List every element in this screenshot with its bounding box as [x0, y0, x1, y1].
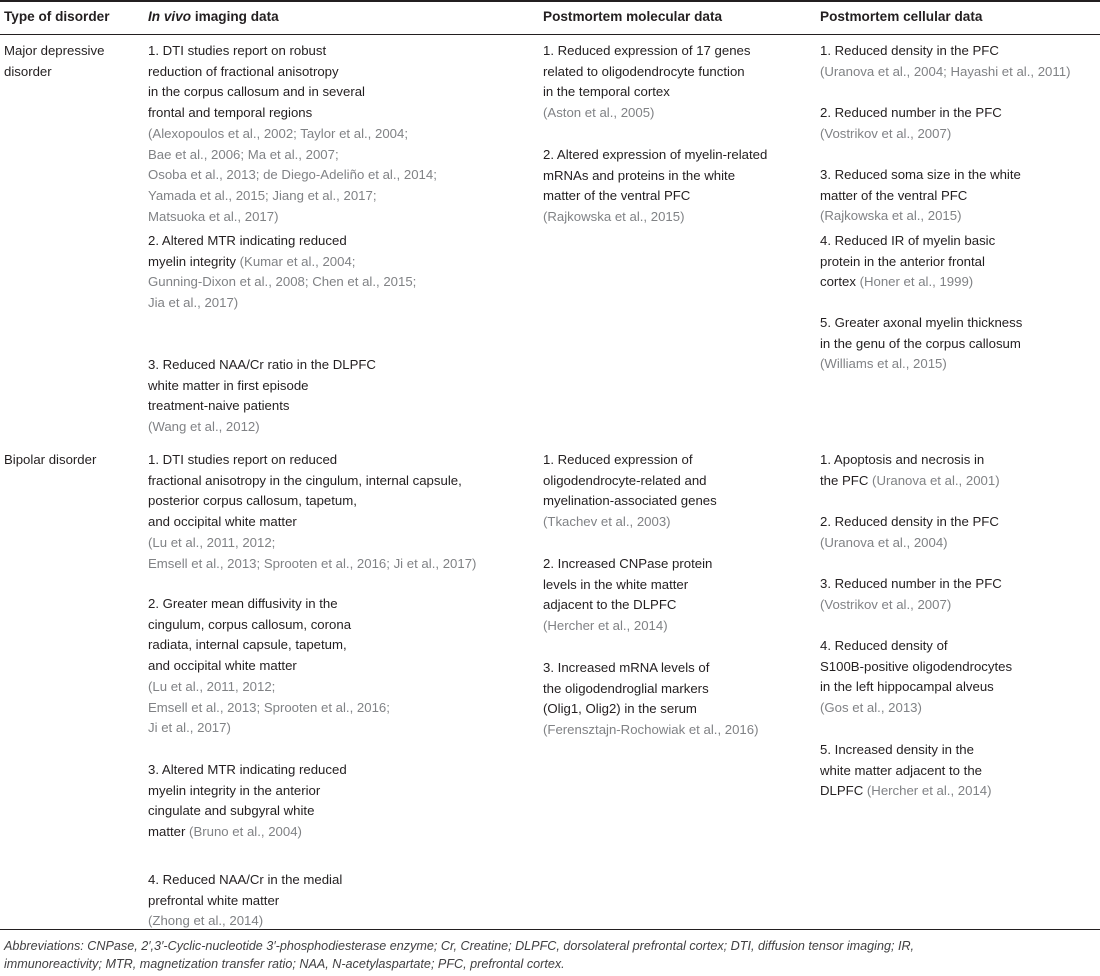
citation-text: (Ferensztajn-Rochowiak et al., 2016)	[543, 722, 759, 738]
cellular-finding	[820, 231, 995, 293]
finding-text: myelin integrity	[148, 253, 240, 269]
finding-text: the PFC	[820, 472, 873, 488]
finding-text: radiata, internal capsule, tapetum,	[148, 637, 347, 653]
finding-line	[543, 658, 759, 679]
finding-text: posterior corpus callosum, tapetum,	[148, 493, 357, 509]
cellular-finding	[820, 41, 1070, 82]
finding-line	[148, 870, 342, 891]
finding-line	[820, 206, 1021, 227]
in-vivo-finding	[148, 594, 390, 739]
citation-text: Osoba et al., 2013; de Diego-Adeliño et al., 2014;	[148, 167, 437, 183]
molecular-finding	[543, 450, 717, 533]
citation-text: (Rajkowska et al., 2015)	[543, 209, 685, 225]
finding-line	[148, 41, 437, 62]
citation-text: Jia et al., 2017)	[148, 295, 239, 311]
finding-line	[148, 656, 390, 677]
finding-text: (Olig1, Olig2) in the serum	[543, 701, 697, 717]
finding-text: cingulum, corpus callosum, corona	[148, 616, 352, 632]
finding-line	[543, 699, 759, 720]
finding-text: cingulate and subgyral white	[148, 803, 315, 819]
citation-text: (Hercher et al., 2014)	[543, 618, 668, 634]
citation-text: (Lu et al., 2011, 2012;	[148, 534, 276, 550]
finding-line	[820, 313, 1022, 334]
finding-text: 1. Reduced expression of 17 genes	[543, 43, 751, 58]
finding-text: myelin integrity in the anterior	[148, 782, 321, 798]
citation-text: (Gos et al., 2013)	[820, 700, 922, 716]
finding-text: white matter adjacent to the	[820, 762, 983, 778]
finding-line	[820, 354, 1022, 375]
finding-text: 1. Apoptosis and necrosis in	[820, 452, 985, 467]
finding-text: 2. Increased CNPase protein	[543, 556, 713, 571]
disorder-name-line: Bipolar disorder	[4, 452, 97, 467]
finding-line	[148, 718, 390, 739]
finding-text: fractional anisotropy in the cingulum, internal capsule,	[148, 472, 462, 488]
header-postmortem-molecular: Postmortem molecular data	[543, 9, 723, 24]
finding-text: cortex	[820, 274, 860, 290]
finding-text: 2. Reduced density in the PFC	[820, 514, 999, 529]
finding-line	[820, 512, 999, 533]
cellular-finding	[820, 165, 1021, 227]
citation-text: (Uranova et al., 2001)	[872, 472, 1000, 488]
finding-line	[820, 186, 1021, 207]
finding-line	[148, 760, 347, 781]
finding-line	[820, 450, 1000, 471]
finding-line	[820, 165, 1021, 186]
finding-line	[820, 595, 1002, 616]
finding-text: 3. Reduced number in the PFC	[820, 576, 1002, 591]
finding-text: S100B-positive oligodendrocytes	[820, 658, 1013, 674]
finding-line	[148, 615, 390, 636]
finding-text: matter of the ventral PFC	[820, 187, 968, 203]
header-type-of-disorder: Type of disorder	[4, 9, 110, 24]
finding-line	[820, 272, 995, 293]
finding-line	[543, 103, 750, 124]
finding-text: and occipital white matter	[148, 658, 297, 674]
finding-line	[543, 186, 767, 207]
finding-line	[820, 698, 1012, 719]
finding-line	[820, 740, 992, 761]
header-in-vivo-italic: In vivo	[148, 9, 192, 24]
citation-text: (Hercher et al., 2014)	[866, 783, 992, 799]
finding-line	[148, 231, 416, 252]
finding-line	[148, 801, 347, 822]
finding-text: 2. Altered MTR indicating reduced	[148, 233, 347, 248]
finding-text: 1. Reduced density in the PFC	[820, 43, 999, 58]
in-vivo-finding	[148, 450, 476, 574]
finding-text: 2. Reduced number in the PFC	[820, 105, 1002, 120]
citation-text: (Honer et al., 1999)	[859, 274, 974, 290]
finding-line	[148, 822, 347, 843]
finding-line	[148, 417, 376, 438]
finding-line	[148, 145, 437, 166]
citation-text: (Uranova et al., 2004)	[820, 534, 948, 550]
finding-text: 1. DTI studies report on robust	[148, 43, 327, 58]
citation-text: (Alexopoulos et al., 2002; Taylor et al., 2004;	[148, 125, 409, 141]
finding-text: reduction of fractional anisotropy	[148, 63, 339, 79]
finding-line	[543, 512, 717, 533]
finding-line	[148, 252, 416, 273]
finding-line	[820, 636, 1012, 657]
finding-text: in the temporal cortex	[543, 84, 670, 100]
finding-line	[820, 252, 995, 273]
finding-line	[148, 293, 416, 314]
finding-line	[820, 62, 1070, 83]
citation-text: Matsuoka et al., 2017)	[148, 208, 279, 224]
finding-text: 4. Reduced density of	[820, 638, 948, 653]
finding-line	[148, 471, 476, 492]
finding-text: protein in the anterior frontal	[820, 253, 985, 269]
finding-line	[543, 575, 712, 596]
header-in-vivo-imaging	[148, 9, 279, 24]
finding-line	[148, 124, 437, 145]
finding-line	[148, 635, 390, 656]
header-in-vivo-rest: imaging data	[191, 9, 279, 24]
footnote-line: immunoreactivity; MTR, magnetization transfer ratio; NAA, N-acetylaspartate; PFC, prefrontal cortex.	[4, 957, 565, 971]
disorder-name	[4, 41, 104, 82]
finding-line	[148, 82, 437, 103]
finding-text: matter of the ventral PFC	[543, 188, 691, 204]
finding-line	[543, 720, 759, 741]
finding-text: 1. Reduced expression of	[543, 452, 693, 467]
finding-text: 4. Reduced NAA/Cr in the medial	[148, 872, 343, 887]
finding-line	[148, 491, 476, 512]
finding-line	[148, 355, 376, 376]
citation-text: (Vostrikov et al., 2007)	[820, 125, 952, 141]
cellular-finding	[820, 450, 1000, 491]
finding-line	[148, 554, 476, 575]
finding-line	[543, 450, 717, 471]
finding-line	[820, 231, 995, 252]
finding-line	[820, 124, 1002, 145]
finding-line	[543, 616, 712, 637]
cellular-finding	[820, 313, 1022, 375]
in-vivo-finding	[148, 41, 437, 227]
finding-text: adjacent to the DLPFC	[543, 597, 677, 613]
in-vivo-finding	[148, 760, 347, 843]
finding-text: related to oligodendrocyte function	[543, 63, 745, 79]
finding-line	[543, 145, 767, 166]
finding-line	[148, 677, 390, 698]
finding-line	[543, 679, 759, 700]
finding-line	[148, 512, 476, 533]
finding-line	[148, 207, 437, 228]
table-header-rule	[0, 34, 1100, 35]
finding-line	[820, 471, 1000, 492]
finding-line	[148, 891, 342, 912]
molecular-finding	[543, 658, 759, 741]
citation-text: (Uranova et al., 2004; Hayashi et al., 2011)	[820, 63, 1071, 79]
citation-text: Emsell et al., 2013; Sprooten et al., 2016;	[148, 699, 390, 715]
disorder-name-line: Major depressive	[4, 43, 105, 58]
finding-line	[148, 594, 390, 615]
table-footnote	[4, 937, 1098, 973]
finding-text: 3. Altered MTR indicating reduced	[148, 762, 347, 777]
finding-text: mRNAs and proteins in the white	[543, 167, 736, 183]
finding-line	[543, 207, 767, 228]
in-vivo-finding	[148, 355, 376, 438]
finding-line	[820, 103, 1002, 124]
finding-text: myelination-associated genes	[543, 493, 717, 509]
finding-line	[148, 698, 390, 719]
finding-text: treatment-naive patients	[148, 398, 290, 414]
finding-line	[820, 677, 1012, 698]
finding-line	[820, 657, 1012, 678]
citation-text: Gunning-Dixon et al., 2008; Chen et al., 2015;	[148, 274, 417, 290]
finding-line	[820, 574, 1002, 595]
finding-line	[820, 334, 1022, 355]
citation-text: (Bruno et al., 2004)	[189, 824, 302, 840]
finding-line	[820, 41, 1070, 62]
cellular-finding	[820, 636, 1012, 719]
citation-text: (Rajkowska et al., 2015)	[820, 208, 962, 224]
header-postmortem-cellular: Postmortem cellular data	[820, 9, 983, 24]
finding-text: in the left hippocampal alveus	[820, 679, 994, 695]
molecular-finding	[543, 145, 767, 228]
finding-text: 4. Reduced IR of myelin basic	[820, 233, 996, 248]
in-vivo-finding	[148, 231, 416, 314]
finding-text: white matter in first episode	[148, 377, 309, 393]
finding-text: DLPFC	[820, 783, 867, 799]
finding-text: prefrontal white matter	[148, 892, 280, 908]
finding-text: and occipital white matter	[148, 514, 297, 530]
finding-line	[148, 781, 347, 802]
finding-text: levels in the white matter	[543, 576, 689, 592]
citation-text: Bae et al., 2006; Ma et al., 2007;	[148, 146, 339, 162]
finding-line	[820, 761, 992, 782]
finding-line	[148, 62, 437, 83]
finding-line	[543, 41, 750, 62]
finding-line	[148, 376, 376, 397]
citation-text: Yamada et al., 2015; Jiang et al., 2017;	[148, 187, 377, 203]
finding-text: 3. Reduced NAA/Cr ratio in the DLPFC	[148, 357, 376, 372]
finding-text: frontal and temporal regions	[148, 105, 313, 121]
finding-line	[543, 491, 717, 512]
finding-text: oligodendrocyte-related and	[543, 472, 707, 488]
citation-text: (Williams et al., 2015)	[820, 356, 947, 372]
finding-text: 1. DTI studies report on reduced	[148, 452, 338, 467]
finding-line	[148, 103, 437, 124]
finding-line	[543, 595, 712, 616]
finding-text: 5. Greater axonal myelin thickness	[820, 315, 1023, 330]
table-bottom-rule	[0, 929, 1100, 930]
cellular-finding	[820, 103, 1002, 144]
citation-text: (Zhong et al., 2014)	[148, 913, 264, 929]
finding-line	[148, 533, 476, 554]
finding-text: in the genu of the corpus callosum	[820, 335, 1021, 351]
finding-line	[543, 166, 767, 187]
citation-text: (Vostrikov et al., 2007)	[820, 596, 952, 612]
finding-line	[543, 554, 712, 575]
finding-line	[820, 533, 999, 554]
molecular-finding	[543, 41, 750, 124]
citation-text: (Aston et al., 2005)	[543, 105, 655, 121]
finding-text: 3. Reduced soma size in the white	[820, 167, 1021, 182]
finding-line	[148, 450, 476, 471]
finding-text: matter	[148, 824, 190, 840]
citation-text: Ji et al., 2017)	[148, 720, 231, 736]
cellular-finding	[820, 574, 1002, 615]
citation-text: Emsell et al., 2013; Sprooten et al., 2016; Ji et al., 2017)	[148, 555, 477, 571]
molecular-finding	[543, 554, 712, 637]
finding-line	[148, 396, 376, 417]
citation-text: (Kumar et al., 2004;	[239, 253, 356, 269]
citation-text: (Lu et al., 2011, 2012;	[148, 678, 276, 694]
finding-line	[820, 781, 992, 802]
finding-text: 5. Increased density in the	[820, 742, 974, 757]
finding-line	[148, 186, 437, 207]
finding-text: 3. Increased mRNA levels of	[543, 660, 710, 675]
finding-text: 2. Altered expression of myelin-related	[543, 147, 768, 162]
finding-line	[543, 82, 750, 103]
citation-text: (Wang et al., 2012)	[148, 419, 260, 435]
finding-text: 2. Greater mean diffusivity in the	[148, 596, 338, 611]
finding-line	[543, 62, 750, 83]
citation-text: (Tkachev et al., 2003)	[543, 514, 671, 530]
finding-text: the oligodendroglial markers	[543, 680, 709, 696]
cellular-finding	[820, 512, 999, 553]
cellular-finding	[820, 740, 992, 802]
finding-line	[148, 165, 437, 186]
footnote-line: Abbreviations: CNPase, 2′,3′-Cyclic-nucleotide 3′-phosphodiesterase enzyme; Cr, Creatine; DLPFC, dorsolateral prefrontal cortex; DTI, diffusion tensor imaging; IR,	[4, 939, 915, 953]
finding-text: in the corpus callosum and in several	[148, 84, 365, 100]
disorder-name	[4, 450, 96, 471]
finding-line	[543, 471, 717, 492]
finding-line	[148, 272, 416, 293]
table-top-rule	[0, 0, 1100, 2]
disorder-name-line: disorder	[4, 63, 52, 79]
in-vivo-finding	[148, 870, 342, 932]
